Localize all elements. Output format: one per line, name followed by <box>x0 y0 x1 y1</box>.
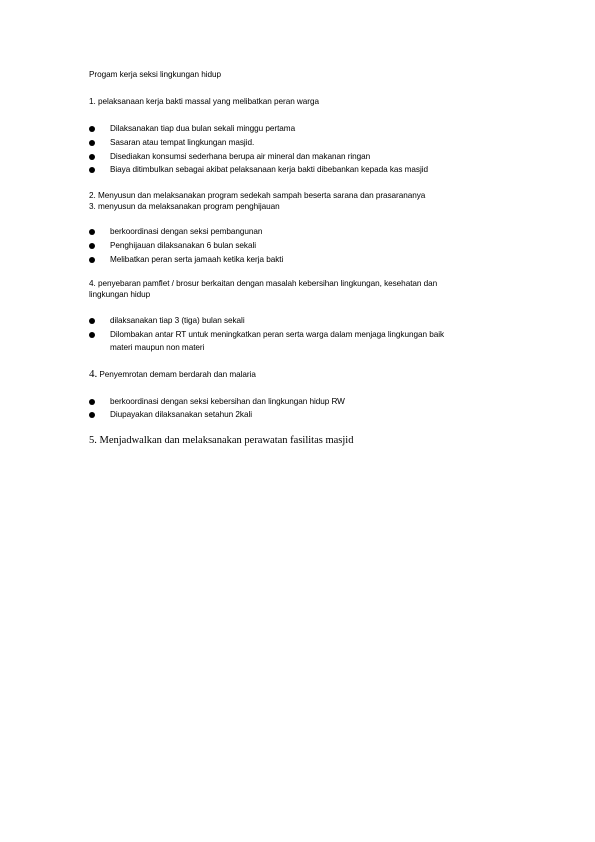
list-item-text: dilaksanakan tiap 3 (tiga) bulan sekali <box>110 316 245 325</box>
item-3: 3. menyusun da melaksanakan program penghijauan <box>89 202 280 211</box>
list-item-text: Penghijauan dilaksanakan 6 bulan sekali <box>110 241 256 250</box>
list-item-text: Dilaksanakan tiap dua bulan sekali minggu pertama <box>110 124 296 133</box>
bullet-icon <box>89 229 95 235</box>
item-5-number: 4. <box>89 368 98 380</box>
item-1: 1. pelaksanaan kerja bakti massal yang melibatkan peran warga <box>89 97 319 106</box>
list-item-text: berkoordinasi dengan seksi kebersihan dan lingkungan hidup RW <box>110 397 345 406</box>
list-item-text: Melibatkan peran serta jamaah ketika kerja bakti <box>110 255 284 264</box>
item-5-text: Penyemrotan demam berdarah dan malaria <box>99 370 256 379</box>
item-2: 2. Menyusun dan melaksanakan program sedekah sampah beserta sarana dan prasarananya <box>89 191 426 200</box>
document-title: Progam kerja seksi lingkungan hidup <box>89 70 222 79</box>
bullet-icon <box>89 332 95 338</box>
bullet-icon <box>89 126 95 132</box>
list-item-text: Biaya ditimbulkan sebagai akibat pelaksanaan kerja bakti dibebankan kepada kas masjid <box>110 165 428 174</box>
bullet-icon <box>89 140 95 146</box>
list-item-continuation: materi maupun non materi <box>110 343 205 352</box>
list-item-text: Diupayakan dilaksanakan setahun 2kali <box>110 410 252 419</box>
list-item-text: Sasaran atau tempat lingkungan masjid. <box>110 138 255 147</box>
item-5 <box>89 369 256 380</box>
item-4-line-1: 4. penyebaran pamflet / brosur berkaitan dengan masalah kebersihan lingkungan, kesehatan dan <box>89 279 438 288</box>
bullet-icon <box>89 167 95 173</box>
bullet-icon <box>89 243 95 249</box>
bullet-icon <box>89 154 95 160</box>
bullet-icon <box>89 257 95 263</box>
bullet-icon <box>89 318 95 324</box>
bullet-icon <box>89 399 95 405</box>
item-6: 5. Menjadwalkan dan melaksanakan perawatan fasilitas masjid <box>89 435 354 446</box>
list-item-text: berkoordinasi dengan seksi pembangunan <box>110 227 263 236</box>
list-item-text: Disediakan konsumsi sederhana berupa air mineral dan makanan ringan <box>110 152 371 161</box>
list-item-text: Dilombakan antar RT untuk meningkatkan peran serta warga dalam menjaga lingkungan baik <box>110 330 445 339</box>
bullet-icon <box>89 412 95 418</box>
item-4-line-2: lingkungan hidup <box>89 290 151 299</box>
